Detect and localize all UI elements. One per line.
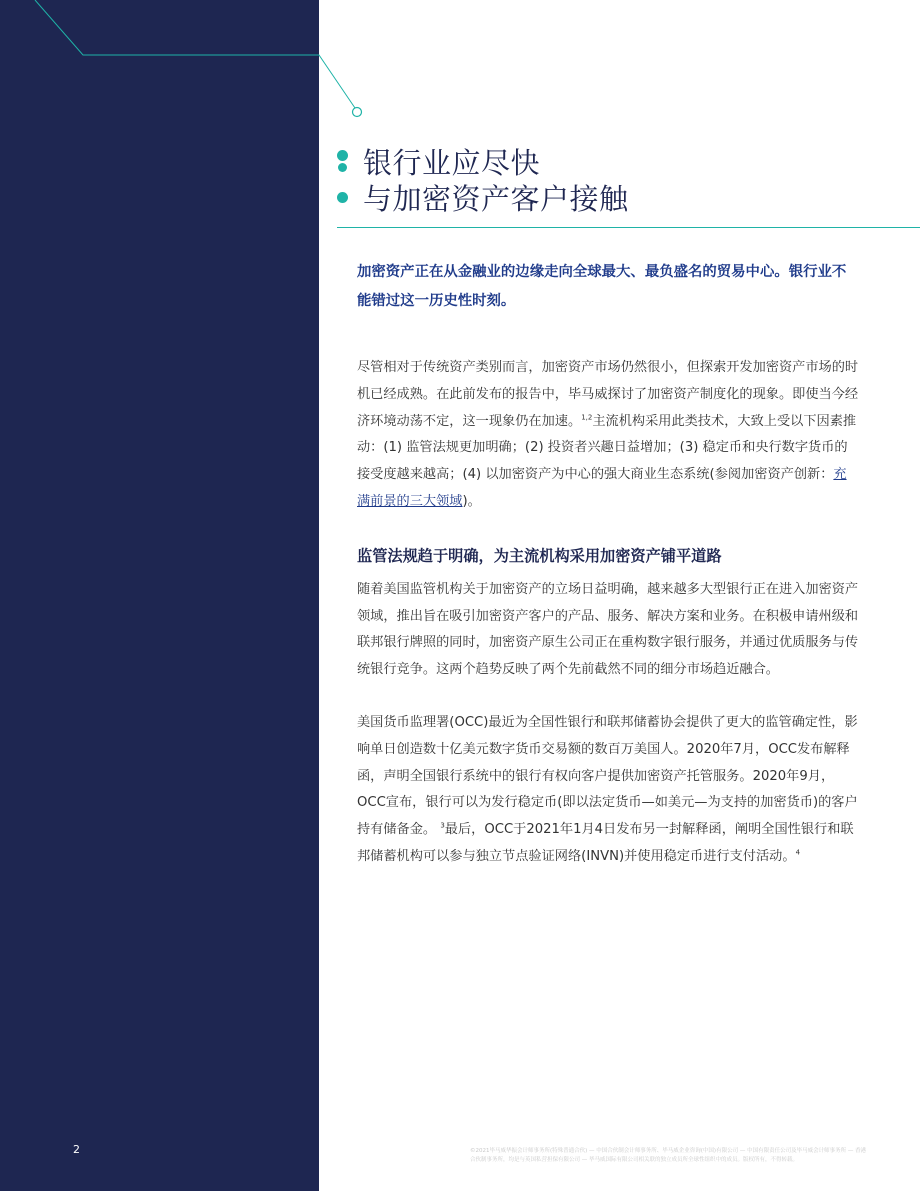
page-number: 2	[73, 1143, 80, 1156]
bullet-dot-icon	[337, 191, 361, 204]
footnote-ref: 3	[440, 821, 445, 830]
sidebar-panel	[0, 0, 319, 1191]
article-body	[357, 258, 859, 871]
footnote-ref: 4	[795, 848, 801, 857]
article-link[interactable]: 充满前景的三大领域	[357, 467, 847, 509]
title-divider	[337, 227, 920, 228]
title-line-2: 与加密资产客户接触	[363, 181, 629, 216]
body-paragraph-3: 美国货币监理署(OCC)最近为全国性银行和联邦储蓄协会提供了更大的监管确定性，影响单日创造数十亿美元数字货币交易额的数百万美国人。2020年7月，OCC发布解释函，声明全国银行系统中的银行有权向客户提供加密资产托管服务。2020年9月，OCC宣布，银行可以为发行稳定币(即以法定货币—如美元—为支持的加密货币)的客户持有储备金。 $^3$最后，OCC于2021年1月4日发布另一封解释函，阐明全国性银行和联邦储蓄机构可以参与独立节点验证网络(INVN)并使用稳定币进行支付活动。$^4$	[357, 714, 858, 864]
bullet-dots-icon	[337, 149, 361, 173]
lead-paragraph: 加密资产正在从金融业的边缘走向全球最大、最负盛名的贸易中心。银行业不能错过这一历史性时刻。	[357, 264, 847, 309]
body-paragraph-2: 随着美国监管机构关于加密资产的立场日益明确，越来越多大型银行正在进入加密资产领域，推出旨在吸引加密资产客户的产品、服务、解决方案和业务。在积极申请州级和联邦银行牌照的同时，加密资产原生公司正在重构数字银行服务，并通过优质服务与传统银行竞争。这两个趋势反映了两个先前截然不同的细分市场趋近融合。	[357, 581, 859, 678]
footnote-ref: 1,2	[581, 413, 593, 422]
page-title	[337, 143, 629, 215]
title-line-1: 银行业应尽快	[363, 145, 541, 180]
footer-copyright: ©2021毕马威华振会计师事务所(特殊普通合伙) — 中国合伙制会计师事务所、毕马威企业咨询(中国)有限公司 — 中国有限责任公司及毕马威会计师事务所 — 香港合伙制事务所，均是与英国私营担保有限公司 — 毕马威国际有限公司相关联的独立成员所全球性组织中的成员。版权所有，不得转载。	[470, 1148, 867, 1163]
section-heading: 监管法规趋于明确，为主流机构采用加密资产铺平道路	[357, 546, 722, 565]
body-paragraph-1: 尽管相对于传统资产类别而言，加密资产市场仍然很小，但探索开发加密资产市场的时机已经成熟。在此前发布的报告中，毕马威探讨了加密资产制度化的现象。即使当今经济环境动荡不定，这一现象仍在加速。$^{1,2}$主流机构采用此类技术，大致上受以下因素推动：(1) 监管法规更加明确；(2) 投资者兴趣日益增加；(3) 稳定币和央行数字货币的接受度越来越高；(4) 以加密资产为中心的强大商业生态系统(参阅加密资产创新：充满前景的三大领域)。	[357, 360, 859, 509]
